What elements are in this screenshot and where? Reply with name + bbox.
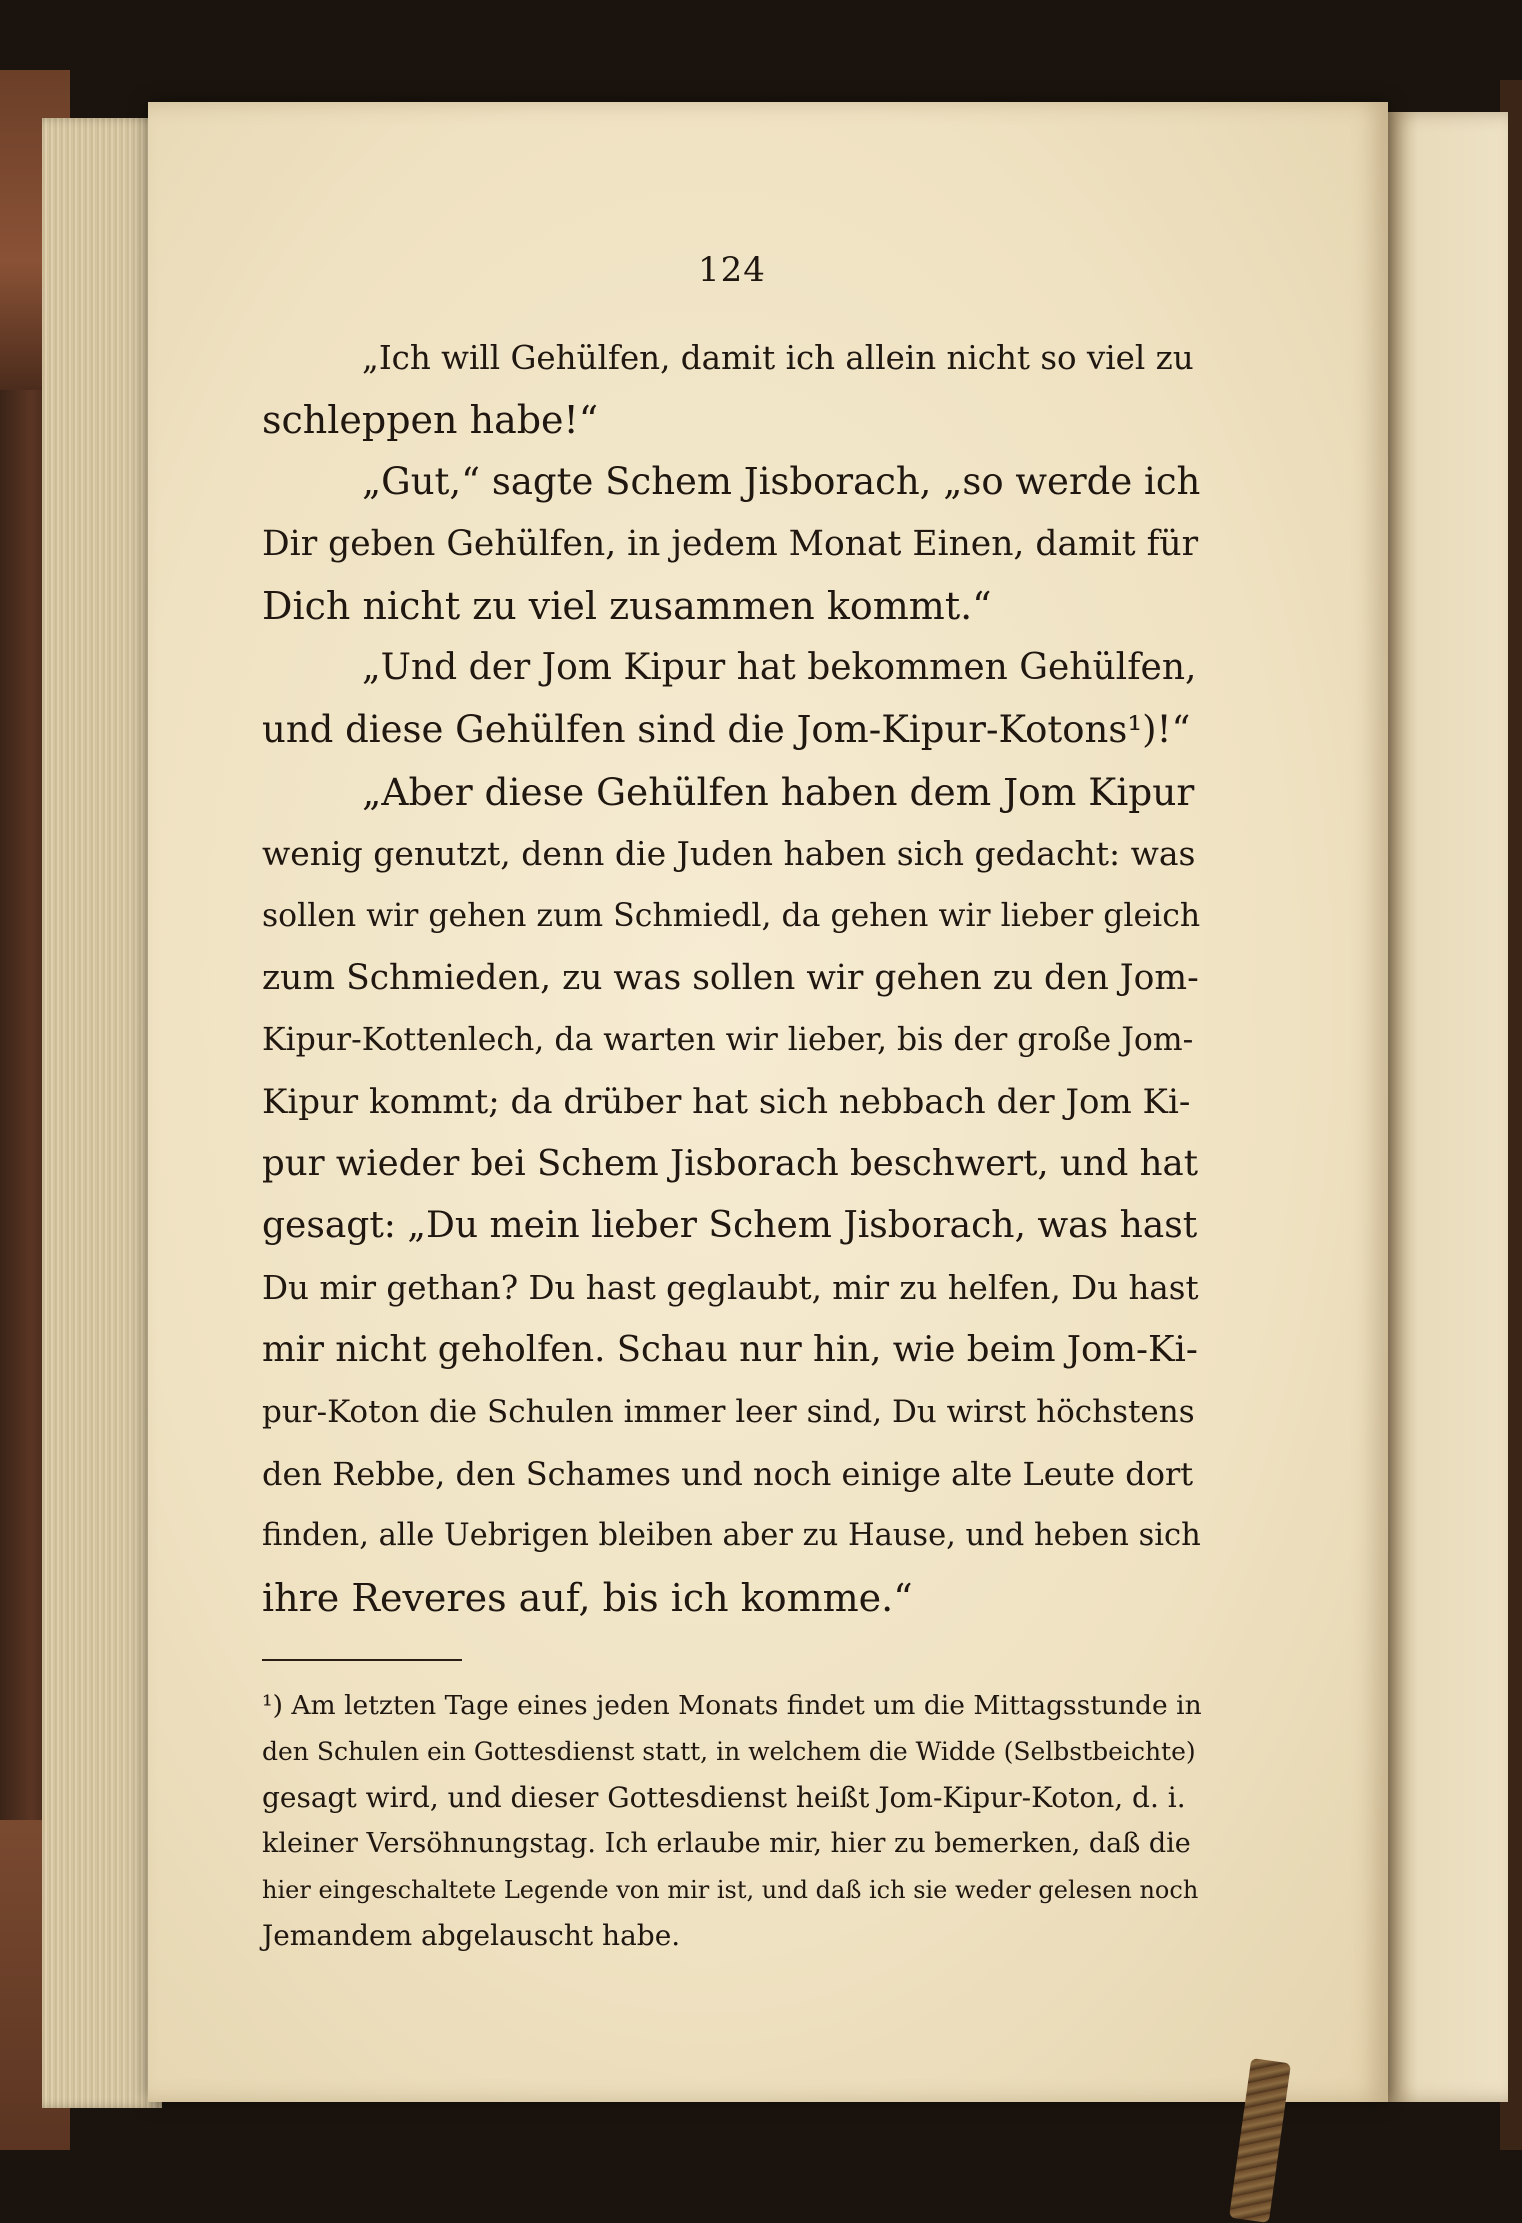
body-line: wenig genutzt, denn die Juden haben sich gedacht: was <box>262 834 1196 873</box>
body-line: „Und der Jom Kipur hat bekommen Gehülfen, <box>362 647 1197 688</box>
body-line: pur-Koton die Schulen immer leer sind, Du wirst höchstens <box>262 1394 1195 1430</box>
footnote-line: ¹) Am letzten Tage eines jeden Monats findet um die Mittagsstunde in <box>262 1690 1202 1721</box>
footnote-line: Jemandem abgelauscht habe. <box>262 1919 681 1952</box>
footnote-line: gesagt wird, und dieser Gottesdienst heißt Jom-Kipur-Koton, d. i. <box>262 1781 1186 1814</box>
footnote-line: hier eingeschaltete Legende von mir ist, und daß ich sie weder gelesen noch <box>262 1876 1199 1904</box>
body-line: gesagt: „Du mein lieber Schem Jisborach, was hast <box>262 1205 1198 1246</box>
body-line: Dich nicht zu viel zusammen kommt.“ <box>262 584 992 628</box>
page-number: 124 <box>698 250 766 290</box>
body-line: ihre Reveres auf, bis ich komme.“ <box>262 1576 913 1620</box>
body-line: zum Schmieden, zu was sollen wir gehen zu den Jom- <box>262 958 1199 998</box>
body-line: finden, alle Uebrigen bleiben aber zu Hause, und heben sich <box>262 1518 1201 1553</box>
body-line: Du mir gethan? Du hast geglaubt, mir zu helfen, Du hast <box>262 1269 1199 1307</box>
facing-page-edge <box>1388 112 1508 2102</box>
body-line: „Gut,“ sagte Schem Jisborach, „so werde ich <box>362 460 1201 503</box>
body-line: „Aber diese Gehülfen haben dem Jom Kipur <box>362 770 1195 814</box>
page-edges <box>42 118 162 2108</box>
body-line: sollen wir gehen zum Schmiedl, da gehen wir lieber gleich <box>262 898 1201 934</box>
body-line: pur wieder bei Schem Jisborach beschwert, und hat <box>262 1143 1198 1184</box>
body-line: schleppen habe!“ <box>262 398 599 442</box>
body-line: und diese Gehülfen sind die Jom-Kipur-Kotons¹)!“ <box>262 708 1191 751</box>
body-line: den Rebbe, den Schames und noch einige alte Leute dort <box>262 1455 1194 1493</box>
footnote-line: den Schulen ein Gottesdienst statt, in welchem die Widde (Selbstbeichte) <box>262 1737 1196 1766</box>
body-line: „Ich will Gehülfen, damit ich allein nicht so viel zu <box>362 339 1194 377</box>
body-line: Dir geben Gehülfen, in jedem Monat Einen, damit für <box>262 524 1199 564</box>
body-line: mir nicht geholfen. Schau nur hin, wie beim Jom-Ki- <box>262 1329 1198 1370</box>
body-line: Kipur-Kottenlech, da warten wir lieber, bis der große Jom- <box>262 1022 1194 1058</box>
footnote-rule <box>262 1659 462 1661</box>
body-line: Kipur kommt; da drüber hat sich nebbach der Jom Ki- <box>262 1082 1191 1122</box>
footnote-line: kleiner Versöhnungstag. Ich erlaube mir, hier zu bemerken, daß die <box>262 1828 1191 1859</box>
